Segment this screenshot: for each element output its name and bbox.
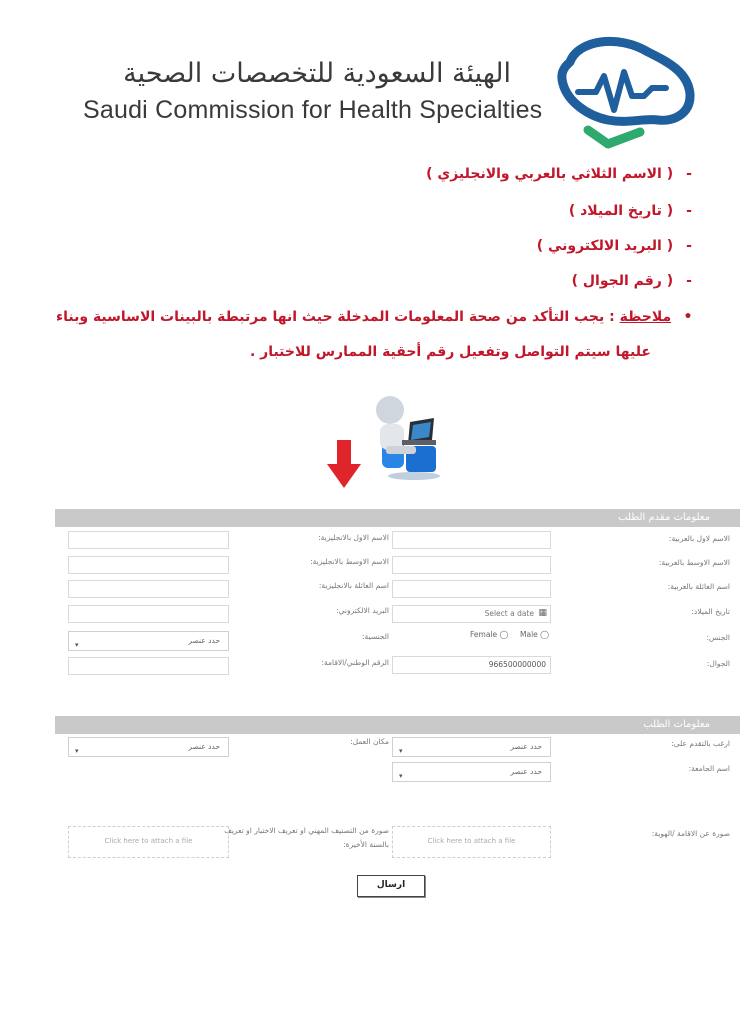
applicant-section-title: معلومات مقدم الطلب bbox=[55, 509, 740, 527]
chevron-down-icon: ▾ bbox=[399, 747, 403, 755]
radio-icon: ◯ bbox=[499, 630, 509, 639]
chevron-down-icon: ▾ bbox=[75, 641, 79, 649]
calendar-icon[interactable]: ▦ bbox=[538, 608, 547, 618]
university-select[interactable]: حدد عنصر ▾ bbox=[392, 762, 551, 782]
nationality-label: الجنسية: bbox=[362, 632, 389, 641]
id-copy-label: صورة عن الاقامة /الهوية: bbox=[651, 829, 730, 838]
middle-name-ar-input[interactable] bbox=[392, 556, 551, 574]
chevron-down-icon: ▾ bbox=[75, 747, 79, 755]
mobile-value: 966500000000 bbox=[488, 660, 546, 669]
birth-date-label: تاريخ الميلاد: bbox=[691, 607, 730, 616]
email-input[interactable] bbox=[68, 605, 229, 623]
family-name-ar-input[interactable] bbox=[392, 580, 551, 598]
first-name-ar-label: الاسم لاول بالعربية: bbox=[668, 534, 730, 543]
birth-date-input[interactable] bbox=[392, 605, 551, 623]
birth-date-placeholder: Select a date bbox=[484, 609, 534, 618]
id-copy-upload[interactable]: Click here to attach a file bbox=[392, 826, 551, 858]
middle-name-en-input[interactable] bbox=[68, 556, 229, 574]
gender-female-option[interactable]: Female ◯ bbox=[470, 630, 509, 639]
requirement-email: - ( البريد الالكتروني ) bbox=[536, 238, 692, 254]
middle-name-ar-label: الاسم الاوسط بالعربية: bbox=[658, 558, 730, 567]
note-label: ملاحظة bbox=[619, 309, 672, 325]
mobile-label: الجوال: bbox=[706, 659, 730, 668]
workplace-select[interactable]: حدد عنصر ▾ bbox=[68, 737, 229, 757]
first-name-ar-input[interactable] bbox=[392, 531, 551, 549]
apply-for-label: ارغب بالتقدم على: bbox=[671, 739, 730, 748]
requirement-mobile: - ( رقم الجوال ) bbox=[571, 273, 692, 289]
first-name-en-label: الاسم الاول بالانجليزية: bbox=[318, 533, 389, 542]
university-label: اسم الجامعة: bbox=[688, 764, 730, 773]
org-name-arabic: الهيئة السعودية للتخصصات الصحية bbox=[123, 58, 511, 89]
note-line-1: • ملاحظة : يجب التأكد من صحة المعلومات المدخلة حيث انها مرتبطة بالبينات الاساسية وبناء bbox=[55, 309, 693, 325]
family-name-en-input[interactable] bbox=[68, 580, 229, 598]
nationality-select[interactable]: حدد عنصر ▾ bbox=[68, 631, 229, 651]
requirement-full-name: - ( الاسم الثلاثي بالعربي والانجليزي ) bbox=[426, 166, 692, 182]
national-id-label: الرقم الوطني/الاقامة: bbox=[321, 658, 389, 667]
middle-name-en-label: الاسم الاوسط بالانجليزية: bbox=[310, 557, 389, 566]
gender-radio-group bbox=[470, 630, 550, 642]
request-section-title: معلومات الطلب bbox=[55, 716, 740, 734]
workplace-label: مكان العمل: bbox=[350, 737, 389, 746]
note-line-2: عليها سيتم التواصل وتفعيل رقم أحقية الممارس للاختبار . bbox=[249, 344, 651, 360]
classification-upload[interactable]: Click here to attach a file bbox=[68, 826, 229, 858]
apply-for-select[interactable]: حدد عنصر ▾ bbox=[392, 737, 551, 757]
family-name-en-label: اسم العائلة بالانجليزية: bbox=[318, 581, 389, 590]
person-laptop-illustration bbox=[362, 392, 450, 482]
email-label: البريد الالكتروني: bbox=[336, 606, 389, 615]
chevron-down-icon: ▾ bbox=[399, 772, 403, 780]
scfhs-logo-icon bbox=[548, 32, 698, 152]
down-arrow-icon bbox=[327, 440, 361, 490]
org-name-english: Saudi Commission for Health Specialties bbox=[83, 96, 543, 124]
requirement-birth-date: - ( تاريخ الميلاد ) bbox=[568, 203, 692, 219]
radio-icon: ◯ bbox=[540, 630, 550, 639]
mobile-input[interactable] bbox=[392, 656, 551, 674]
submit-button[interactable]: ارسال bbox=[357, 875, 425, 897]
first-name-en-input[interactable] bbox=[68, 531, 229, 549]
gender-male-option[interactable]: Male ◯ bbox=[520, 630, 550, 639]
gender-label: الجنس: bbox=[706, 633, 730, 642]
classification-label-line2: بالسنة الأخيرة: bbox=[343, 840, 389, 849]
classification-label-line1: صورة من التصنيف المهني او تعريف الاختبار او تعريف bbox=[224, 826, 389, 835]
family-name-ar-label: اسم العائلة بالعربية: bbox=[667, 582, 730, 591]
national-id-input[interactable] bbox=[68, 657, 229, 675]
